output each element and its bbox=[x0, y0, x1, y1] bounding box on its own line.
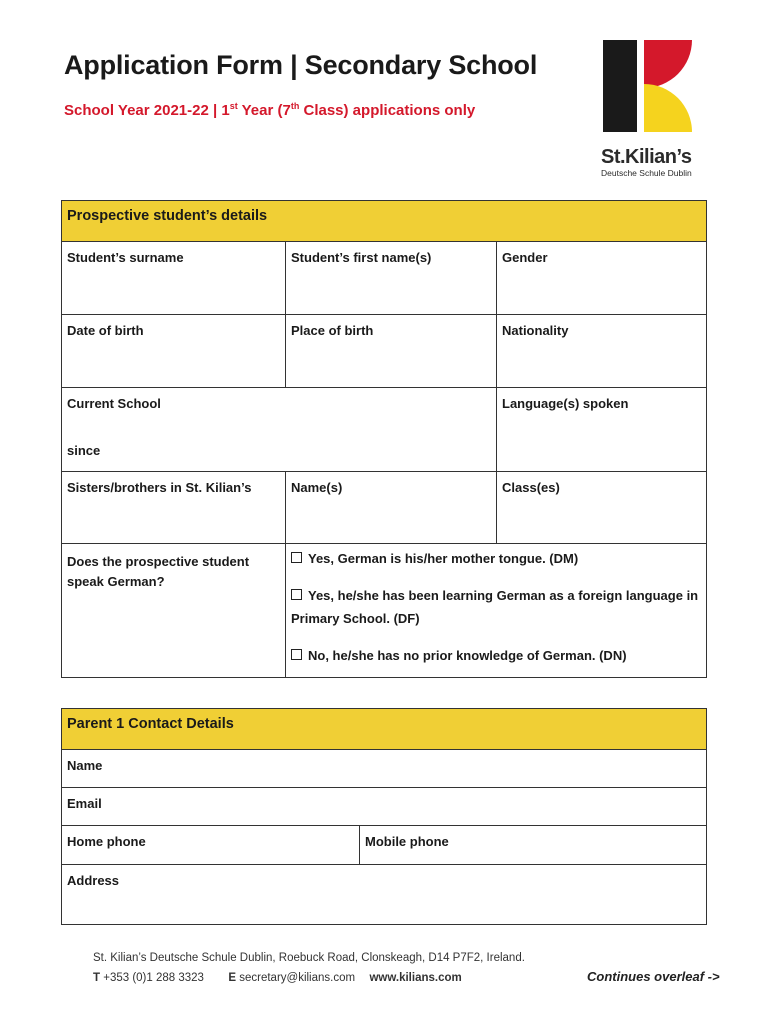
mobile-phone-field[interactable]: Mobile phone bbox=[360, 826, 707, 865]
email-label: E bbox=[228, 972, 237, 984]
logo-black-bar bbox=[603, 40, 637, 132]
german-question bbox=[62, 544, 286, 678]
languages-field[interactable]: Language(s) spoken bbox=[497, 388, 707, 472]
continues-overleaf: Continues overleaf -> bbox=[587, 969, 720, 984]
page-title: Application Form | Secondary School bbox=[64, 50, 538, 80]
checkbox[interactable] bbox=[291, 589, 302, 600]
dob-field[interactable]: Date of birth bbox=[62, 315, 286, 388]
first-names-field[interactable]: Student’s first name(s) bbox=[286, 242, 497, 315]
logo-subtitle: Deutsche Schule Dublin bbox=[601, 168, 692, 178]
place-of-birth-field[interactable]: Place of birth bbox=[286, 315, 497, 388]
current-school-label: Current School bbox=[67, 396, 161, 411]
option-foreign-language[interactable] bbox=[291, 586, 706, 606]
option-mother-tongue[interactable] bbox=[291, 549, 706, 569]
phone-label: T bbox=[93, 972, 101, 984]
footer-phone: +353 (0)1 288 3323 bbox=[103, 972, 204, 984]
parent-section-heading: Parent 1 Contact Details bbox=[62, 709, 707, 750]
german-options bbox=[286, 544, 707, 678]
sibling-names-field[interactable]: Name(s) bbox=[286, 472, 497, 544]
footer-address: St. Kilian’s Deutsche Schule Dublin, Roebuck Road, Clonskeagh, D14 P7F2, Ireland. bbox=[93, 952, 525, 964]
checkbox[interactable] bbox=[291, 649, 302, 660]
parent-email-field[interactable]: Email bbox=[62, 788, 707, 826]
address-field[interactable]: Address bbox=[62, 865, 707, 925]
subtitle-part: Year (7 bbox=[237, 102, 291, 119]
parent-name-field[interactable]: Name bbox=[62, 750, 707, 788]
student-details-table bbox=[61, 200, 707, 678]
since-label: since bbox=[67, 443, 101, 458]
option-label: Yes, he/she has been learning German as a foreign language in bbox=[308, 588, 699, 603]
current-school-field[interactable] bbox=[62, 388, 497, 472]
german-question-line: speak German? bbox=[67, 574, 165, 589]
logo-red-shape bbox=[644, 40, 692, 88]
surname-field[interactable]: Student’s surname bbox=[62, 242, 286, 315]
page-subtitle bbox=[64, 101, 475, 119]
home-phone-field[interactable]: Home phone bbox=[62, 826, 360, 865]
nationality-field[interactable]: Nationality bbox=[497, 315, 707, 388]
option-label: No, he/she has no prior knowledge of German. (DN) bbox=[308, 648, 627, 663]
subtitle-sup: st bbox=[229, 101, 238, 111]
footer-website[interactable]: www.kilians.com bbox=[369, 972, 462, 984]
subtitle-sup: th bbox=[290, 101, 300, 111]
german-question-line: Does the prospective student bbox=[67, 554, 250, 569]
footer-email[interactable]: secretary@kilians.com bbox=[239, 972, 356, 984]
student-section-heading: Prospective student’s details bbox=[62, 201, 707, 242]
parent-details-table bbox=[61, 708, 707, 925]
option-label: Yes, German is his/her mother tongue. (DM) bbox=[308, 551, 579, 566]
gender-field[interactable]: Gender bbox=[497, 242, 707, 315]
footer-contact bbox=[93, 972, 462, 984]
sibling-classes-field[interactable]: Class(es) bbox=[497, 472, 707, 544]
option-foreign-language-cont: Primary School. (DF) bbox=[291, 611, 420, 626]
checkbox[interactable] bbox=[291, 552, 302, 563]
subtitle-part: Class) applications only bbox=[299, 102, 476, 119]
logo-name: St.Kilian’s bbox=[601, 146, 692, 168]
logo-yellow-shape bbox=[644, 84, 692, 132]
siblings-field[interactable]: Sisters/brothers in St. Kilian’s bbox=[62, 472, 286, 544]
option-no-german[interactable] bbox=[291, 646, 706, 666]
subtitle-part: School Year 2021-22 | 1 bbox=[64, 102, 230, 119]
